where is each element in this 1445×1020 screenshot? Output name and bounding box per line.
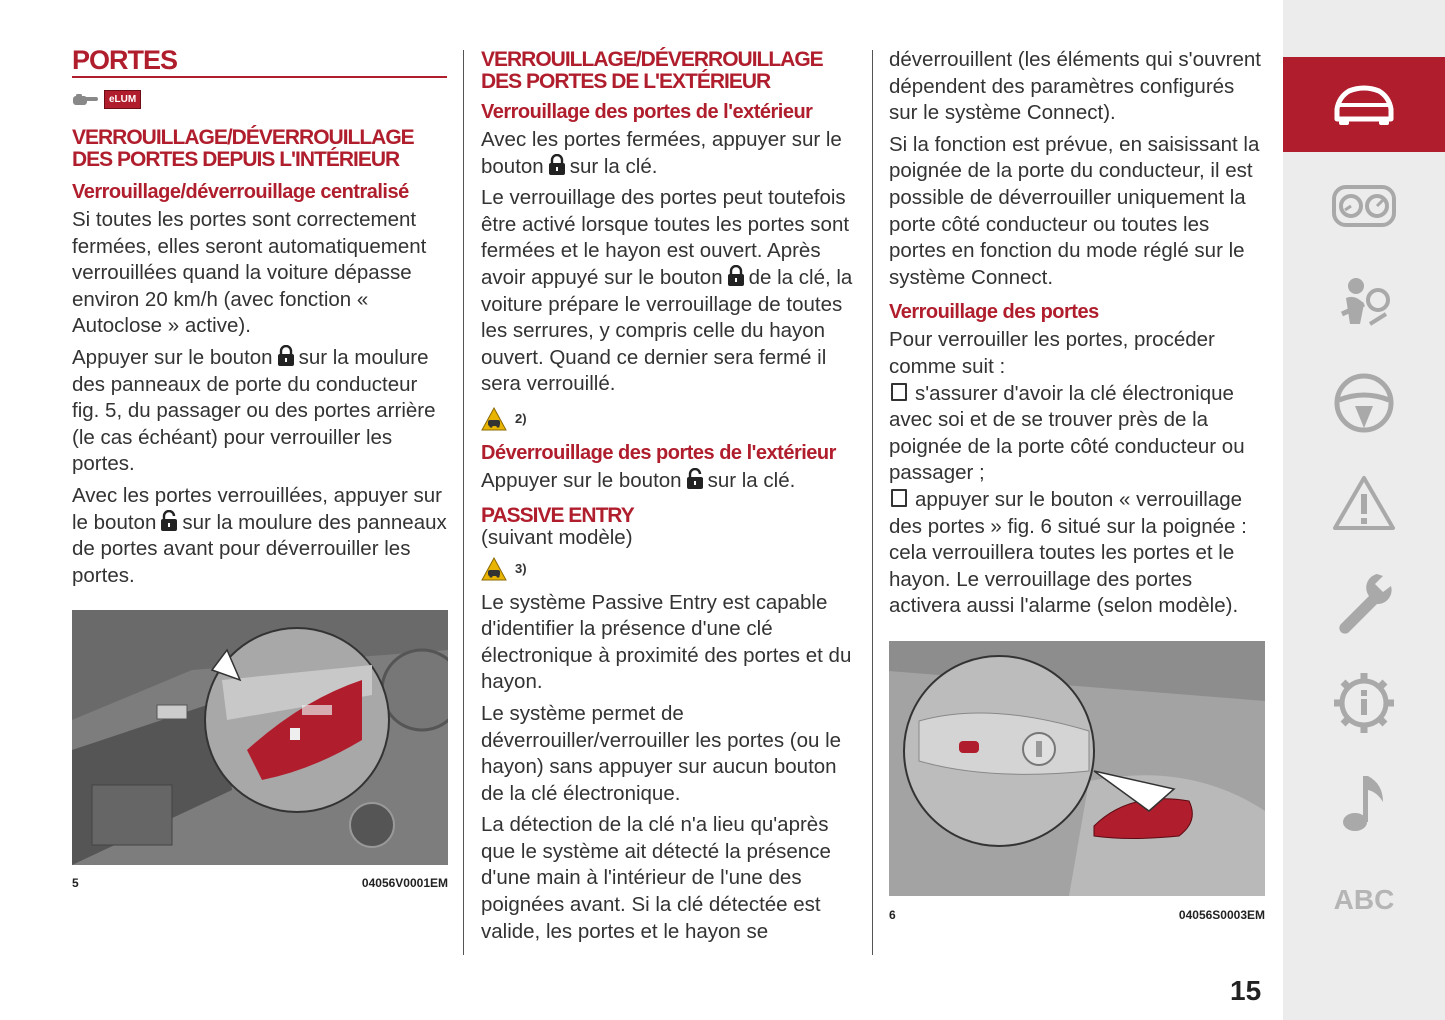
text-fragment: Le verrouillage des portes peut toutefois être activé lorsque toutes les portes sont fermées et le hayon est ouvert. Après avoir appuyé sur le bouton [481,186,850,289]
title-rule [72,76,447,78]
airbag-icon [1334,274,1394,334]
unlock-icon [686,468,704,490]
section-heading: PASSIVE ENTRY [481,503,634,527]
column-divider [872,50,873,955]
text-fragment: sur la moulure des panneaux de portes avant pour déverrouiller les portes. [72,510,447,587]
figure-door-handle [889,641,1265,896]
column-divider [463,50,464,955]
text-fragment: sur la clé. [707,468,796,492]
paragraph: Pour verrouiller les portes, procéder comme suit : [889,328,1215,378]
sidebar-item-driving[interactable] [1283,355,1445,450]
column-middle [481,49,856,950]
text-fragment: appuyer sur le bouton « verrouillage des portes » fig. 6 situé sur la poignée : cela verrouillera toutes les portes et le hayon. Le verrouillage des portes activera aussi l'alarme (selon modèle). [889,487,1247,618]
warning-icon [1332,474,1396,532]
warning-number: 3) [515,561,527,577]
subheading: Déverrouillage des portes de l'extérieur [481,441,836,464]
page-number: 15 [1230,975,1262,1006]
steering-wheel-icon [1333,372,1395,434]
figure-code: 04056V0001EM [361,876,448,890]
door-handle-illustration [889,641,1265,896]
warning-car-icon [481,557,507,581]
paragraph [481,185,856,398]
abc-label: ABC [1333,883,1395,915]
door-interior-illustration [72,610,448,865]
figure-code: 04056S0003EM [1178,908,1265,922]
music-note-icon [1339,772,1389,834]
text-fragment: sur la clé. [569,154,658,178]
paragraph: Si toutes les portes sont correctement fermées, elles seront automatiquement verrouillées quand la voiture dépasse environ 20 km/h (avec fonction « Autoclose » active). [72,208,427,338]
paragraph: La détection de la clé n'a lieu qu'après que le système ait détecté la présence d'une main à l'intérieur de l'une des poignées avant. Si la clé détectée est valide, les portes et le hayon se [481,813,831,943]
figure-caption [889,908,1265,922]
sidebar-item-maintenance[interactable] [1283,555,1445,650]
sidebar-item-technical[interactable] [1283,655,1445,750]
subheading: Verrouillage des portes [889,301,1099,324]
page-title: PORTES [72,45,178,75]
figure-number: 5 [72,876,79,890]
car-icon [1331,81,1397,129]
unlock-icon [160,510,178,532]
bullet-box-icon [891,489,907,507]
paragraph [72,345,447,478]
section-heading: VERROUILLAGE/DÉVERROUILLAGE DES PORTES DE L'EXTÉRIEUR [481,48,823,93]
pointing-hand-icon [72,91,100,109]
column-left [72,44,447,594]
text-fragment: de la clé, la voiture prépare le verrouillage de toutes les serrures, y compris celle du hayon ouvert. Quand ce dernier sera fermé il sera verrouillé. [481,265,853,396]
figure-number: 6 [889,908,896,922]
bullet-item [889,381,1267,487]
sidebar-item-emergency[interactable] [1283,455,1445,550]
sidebar-item-car[interactable] [1283,57,1445,152]
warning-reference [481,404,856,434]
sidebar-item-multimedia[interactable] [1283,755,1445,850]
text-fragment: Avec les portes verrouillées, appuyer sur le bouton [72,483,442,534]
warning-number: 2) [515,411,527,427]
text-fragment: Appuyer sur le bouton [72,345,273,369]
subheading: Verrouillage des portes de l'extérieur [481,101,813,123]
dashboard-icon [1331,184,1397,228]
section-heading: VERROUILLAGE/DÉVERROUILLAGE DES PORTES DEPUIS L'INTÉRIEUR [72,126,414,171]
elum-badge: eLUM [104,90,141,109]
text-fragment: s'assurer d'avoir la clé électronique avec soi et de se trouver près de la poignée de la porte côté conducteur ou passager ; [889,381,1245,485]
warning-car-icon [481,407,507,431]
lock-icon [277,345,295,367]
text-fragment: sur la moulure des panneaux de porte du conducteur fig. 5, du passager ou des portes arrière (le cas échéant) pour verrouiller les portes. [72,345,436,476]
paragraph: déverrouillent (les éléments qui s'ouvrent dépendent des paramètres configurés sur le système Connect). [889,48,1261,125]
info-gear-icon [1332,671,1396,735]
paragraph [72,483,447,589]
sidebar-item-safety[interactable] [1283,256,1445,351]
figure-door-panel [72,610,448,865]
lock-icon [548,154,566,176]
elum-indicator [72,90,447,109]
paragraph: Le système Passive Entry est capable d'identifier la présence d'une clé électronique à proximité des portes et du hayon. [481,590,852,694]
bullet-box-icon [891,383,907,401]
chapter-sidebar [1283,0,1445,1020]
bullet-item [889,487,1267,620]
lock-icon [727,265,745,287]
warning-reference [481,554,856,584]
text-fragment: Avec les portes fermées, appuyer sur le bouton [481,128,842,178]
paragraph: Le système permet de déverrouiller/verrouiller les portes (ou le hayon) sans appuyer sur aucun bouton de la clé électronique. [481,701,842,805]
sidebar-item-index[interactable] [1283,852,1445,947]
paragraph: Si la fonction est prévue, en saisissant la poignée de la porte du conducteur, il est possible de déverrouiller uniquement la porte côté conducteur ou toutes les portes en fonction du mode réglé sur le système Connect. [889,132,1260,289]
figure-caption [72,876,448,890]
wrench-icon [1333,570,1395,636]
paragraph: (suivant modèle) [481,525,633,549]
paragraph [481,127,856,180]
text-fragment: Appuyer sur le bouton [481,468,682,492]
sidebar-item-dashboard[interactable] [1283,158,1445,253]
column-right [889,47,1267,625]
paragraph [481,468,856,495]
subheading: Verrouillage/déverrouillage centralisé [72,181,409,203]
